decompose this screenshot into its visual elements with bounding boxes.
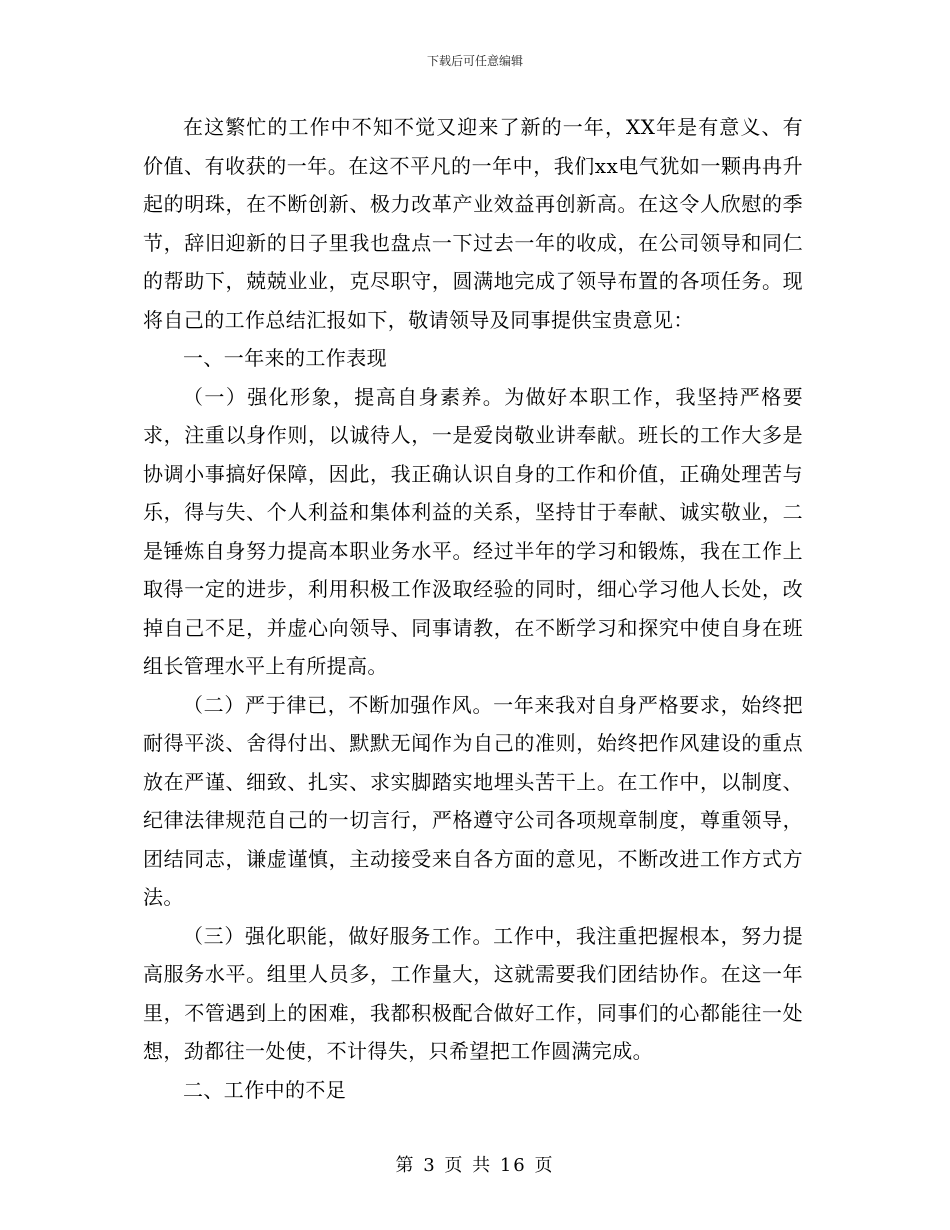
section-heading-shortcomings: 二、工作中的不足	[183, 1077, 347, 1102]
section-heading-performance: 一、一年来的工作表现	[183, 346, 387, 370]
page-number: 第 3 页 共 16 页	[395, 1155, 555, 1176]
paragraph-intro: 在这繁忙的工作中不知不觉又迎来了新的一年，XX年是有意义、有价值、有收获的一年。在这不平凡的一年中，我们xx电气犹如一颗冉冉升起的明珠，在不断创新、极力改革产业效益再创新高。在这令人欣慰的季节，辞旧迎新的日子里我也盘点一下过去一年的收成，在公司领导和同仁的帮助下，兢兢业业，克尽职守，圆满地完成了领导布置的各项任务。现将自己的工作总结汇报如下，敬请领导及同事提供宝贵意见：	[143, 115, 803, 332]
paragraph-point-one: （一）强化形象，提高自身素养。为做好本职工作，我坚持严格要求，注重以身作则，以诚待人，一是爱岗敬业讲奉献。班长的工作大多是协调小事搞好保障，因此，我正确认识自身的工作和价值，正确处理苦与乐，得与失、个人利益和集体利益的关系，坚持甘于奉献、诚实敬业，二是锤炼自身努力提高本职业务水平。经过半年的学习和锻炼，我在工作上取得一定的进步，利用积极工作汲取经验的同时，细心学习他人长处，改掉自己不足，并虚心向领导、同事请教，在不断学习和探究中使自身在班组长管理水平上有所提高。	[143, 384, 803, 678]
paragraph-point-two: （二）严于律已，不断加强作风。一年来我对自身严格要求，始终把耐得平淡、舍得付出、默默无闻作为自己的准则，始终把作风建设的重点放在严谨、细致、扎实、求实脚踏实地埋头苦干上。在工作中，以制度、纪律法律规范自己的一切言行，严格遵守公司各项规章制度，尊重领导，团结同志，谦虚谨慎，主动接受来自各方面的意见，不断改进工作方式方法。	[143, 692, 803, 909]
document-body	[143, 108, 803, 1109]
page-header: 下载后可任意编辑	[426, 54, 523, 68]
paragraph-point-three: （三）强化职能，做好服务工作。工作中，我注重把握根本，努力提高服务水平。组里人员多，工作量大，这就需要我们团结协作。在这一年里，不管遇到上的困难，我都积极配合做好工作，同事们的心都能往一处想，劲都往一处使，不计得失，只希望把工作圆满完成。	[143, 923, 803, 1063]
